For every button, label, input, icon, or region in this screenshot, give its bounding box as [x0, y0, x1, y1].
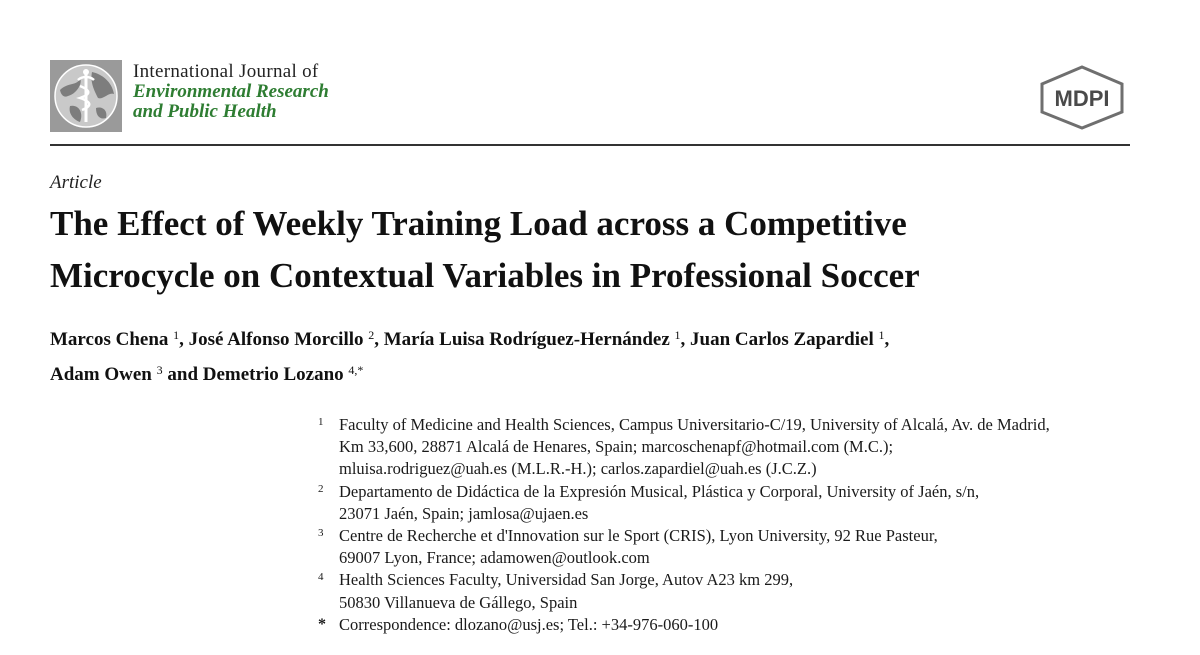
affiliation-line: Departamento de Didáctica de la Expresión Musical, Plástica y Corporal, University of Jaén, s/n, — [339, 481, 980, 501]
journal-logo — [50, 60, 122, 132]
affiliation-line: 50830 Villanueva de Gállego, Spain — [339, 592, 578, 612]
affiliations — [318, 414, 1138, 636]
correspondence — [318, 614, 1138, 636]
author-separator: , — [884, 329, 890, 350]
affiliation-line: 23071 Jaén, Spain; jamlosa@ujaen.es — [339, 503, 589, 523]
author-affiliation-mark: 1 — [878, 328, 885, 342]
author-list — [50, 320, 1150, 390]
affiliation-mark: 1 — [318, 416, 324, 428]
affiliation-line: 69007 Lyon, France; adamowen@outlook.com — [339, 548, 650, 568]
author-affiliation-mark: 3 — [156, 363, 163, 377]
globe-caduceus-icon — [50, 60, 122, 132]
article-title-line2: Microcycle on Contextual Variables in Professional Soccer — [50, 256, 920, 295]
mdpi-logo — [1032, 64, 1132, 130]
author-separator: , — [374, 329, 379, 350]
author-affiliation-mark: 1 — [173, 328, 180, 342]
author-affiliation-mark: 4,* — [348, 363, 364, 377]
publisher-name: MDPI — [1054, 86, 1110, 111]
affiliation-3 — [318, 525, 1138, 569]
author-separator: , — [179, 329, 184, 350]
affiliation-line: mluisa.rodriguez@uah.es (M.L.R.-H.); carlos.zapardiel@uah.es (J.C.Z.) — [339, 459, 817, 479]
journal-title — [133, 62, 329, 122]
affiliation-line: Centre de Recherche et d'Innovation sur le Sport (CRIS), Lyon University, 92 Rue Pasteur, — [339, 526, 938, 546]
correspondence-mark: * — [318, 615, 326, 633]
author-name: Demetrio Lozano — [202, 364, 344, 385]
header-divider — [50, 144, 1130, 146]
author-name: María Luisa Rodríguez-Hernández — [383, 329, 670, 350]
journal-prefix: International Journal of — [133, 61, 319, 82]
affiliation-mark: 3 — [318, 527, 324, 540]
mdpi-hexagon-icon — [1032, 64, 1132, 130]
affiliation-line: Health Sciences Faculty, Universidad San Jorge, Autov A23 km 299, — [339, 570, 794, 590]
author-affiliation-mark: 2 — [368, 328, 375, 342]
affiliation-1 — [318, 414, 1138, 481]
author-name: Juan Carlos Zapardiel — [690, 329, 874, 350]
author-separator: and — [167, 364, 199, 385]
article-title — [50, 198, 1150, 302]
author-line2 — [50, 355, 1150, 390]
affiliation-mark: 4 — [318, 571, 324, 584]
author-name: Adam Owen — [50, 364, 152, 385]
affiliation-line: Faculty of Medicine and Health Sciences, Campus Universitario-C/19, University of Alcalá, Av. de Madrid, — [339, 415, 1050, 434]
article-title-line1: The Effect of Weekly Training Load across a Competitive — [50, 204, 907, 243]
author-name: José Alfonso Morcillo — [188, 329, 364, 350]
journal-name-line2: and Public Health — [133, 101, 277, 122]
author-line1 — [50, 320, 1150, 355]
article-type: Article — [50, 172, 102, 193]
author-affiliation-mark: 1 — [674, 328, 681, 342]
affiliation-line: Km 33,600, 28871 Alcalá de Henares, Spain; marcoschenapf@hotmail.com (M.C.); — [339, 437, 894, 457]
author-name: Marcos Chena — [50, 329, 169, 350]
affiliation-mark: 2 — [318, 482, 324, 495]
affiliation-2 — [318, 481, 1138, 525]
journal-name-line1: Environmental Research — [133, 81, 329, 102]
correspondence-line: Correspondence: dlozano@usj.es; Tel.: +34-976-060-100 — [339, 614, 719, 634]
affiliation-4 — [318, 569, 1138, 613]
author-separator: , — [680, 329, 686, 350]
